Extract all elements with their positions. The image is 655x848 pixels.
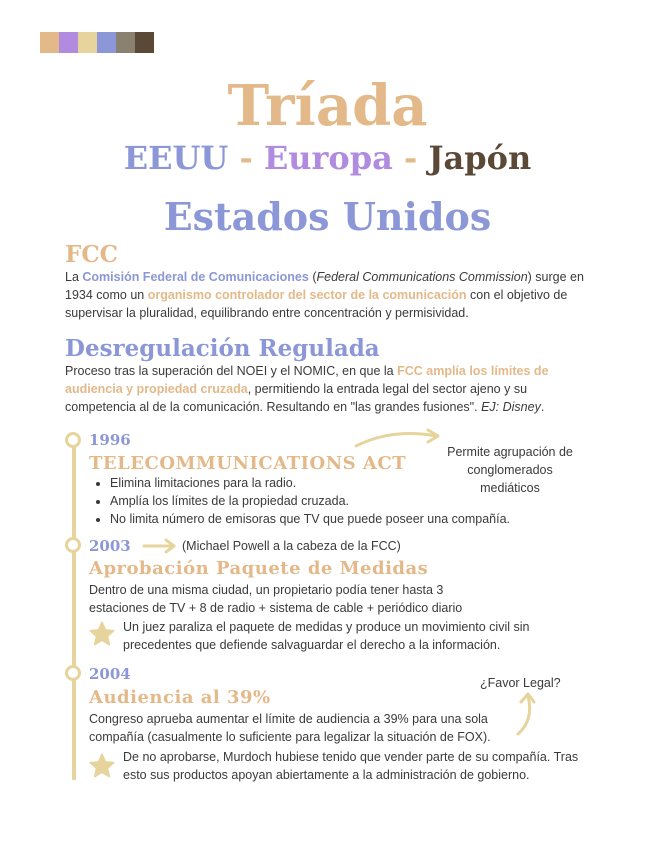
fcc-english-name: Federal Communications Commission [316,270,528,284]
telecom-act-list [92,474,580,528]
subtitle-japon: Japón [428,139,532,177]
subtitle-separator: - [392,139,429,177]
subtitle-europa: Europa [263,139,393,177]
audiencia-heading: Audiencia al 39% [89,687,271,708]
desregulacion-paragraph [65,362,595,416]
paquete-medidas-heading: Aprobación Paquete de Medidas [89,558,429,579]
star-icon [88,620,116,648]
year-2004: 2004 [89,665,131,683]
swatch [78,32,97,53]
timeline-dot [65,665,81,681]
powell-aside: (Michael Powell a la cabeza de la FCC) [182,539,401,553]
year-1996: 1996 [89,431,131,449]
highlight-fcc-name: Comisión Federal de Comunicaciones [82,270,309,284]
swatch [135,32,154,53]
page-title: Tríada [227,73,428,139]
example-text: EJ: Disney [481,400,541,414]
curved-arrow-icon [352,426,444,450]
year-2003: 2003 [89,537,131,555]
section-title: Estados Unidos [163,194,492,239]
page-subtitle [0,136,655,180]
arrow-right-icon [142,538,178,554]
text-run: . [540,400,545,414]
timeline-dot [65,537,81,553]
subtitle-separator: - [228,139,264,177]
list-item: • Elimina limitaciones para la radio. [110,474,580,492]
star-icon [88,752,116,780]
paquete-medidas-text: Dentro de una misma ciudad, un propietario podía tener hasta 3 estaciones de TV + 8 de radio + sistema de cable + periódico diario [89,583,463,615]
note-conglomerados: Permite agrupación de conglomerados mediáticos [447,445,573,495]
list-item: • Amplía los límites de la propiedad cruzada. [110,492,580,510]
text-run: ( [308,270,317,284]
text-run: ) surge en 1934 como un [65,270,584,302]
text-run: La [65,270,83,284]
note-favor-legal: ¿Favor Legal? [480,676,561,690]
swatch [97,32,116,53]
timeline-dot [65,432,81,448]
audiencia-text: Congreso aprueba aumentar el límite de audiencia a 39% para una sola compañía (casualmente lo suficiente para legalizar la situación de FOX). [89,712,491,744]
desregulacion-heading: Desregulación Regulada [65,335,380,362]
timeline-line [72,440,76,780]
swatch [59,32,78,53]
juez-text: Un juez paraliza el paquete de medidas y produce un movimiento civil sin precedentes que defiende salvaguardar el derecho a la información. [123,620,530,652]
text-run: con el objetivo de supervisar la pluralidad, equilibrando entre concentración y permisividad. [65,288,568,320]
telecom-act-heading: TELECOMMUNICATIONS ACT [89,453,407,474]
fcc-heading: FCC [65,241,118,268]
highlight-controller: organismo controlador del sector de la comunicación [147,288,467,302]
fcc-paragraph [65,268,595,322]
text-run: Proceso tras la superación del NOEI y el NOMIC, en que la [65,364,398,378]
subtitle-eeuu: EEUU [123,139,229,177]
swatch [116,32,135,53]
text-run: , permitiendo la entrada legal del sector ajeno y su competencia al de la comunicación. Resultando en "las grandes fusiones". [65,382,528,414]
list-item: • No limita número de emisoras que TV que puede poseer una compañía. [110,510,580,528]
murdoch-text: De no aprobarse, Murdoch hubiese tenido que vender parte de su compañía. Tras esto sus productos apoyan abiertamente a la administración de gobierno. [123,750,579,782]
color-palette [40,32,154,53]
highlight-limits: FCC amplía los límites de audiencia y propiedad cruzada [65,364,549,396]
swatch [40,32,59,53]
